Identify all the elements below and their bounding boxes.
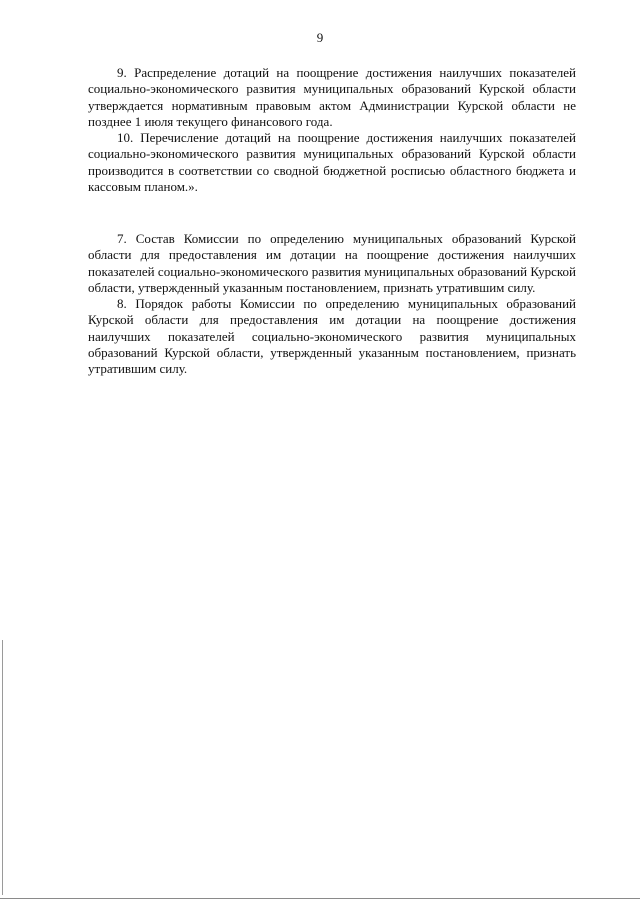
amendment-block	[88, 65, 576, 195]
scan-edge-bottom	[0, 898, 640, 899]
paragraph-item-10: 10. Перечисление дотаций на поощрение достижения наилучших показателей социально-экономического развития муниципальных образований Курской области производится в соответствии со сводной бюджетной росписью областного бюджета и кассовым планом.».	[88, 130, 576, 195]
page-number: 9	[316, 30, 324, 45]
paragraph-item-8: 8. Порядок работы Комиссии по определению муниципальных образований Курской области для предоставления им дотации на поощрение достижения наилучших показателей социально-экономического развития муниципальных образований Курской области, утвержденный указанным постановлением, признать утратившим силу.	[88, 296, 576, 377]
scan-edge-left	[2, 640, 3, 895]
repeal-block	[88, 231, 576, 378]
paragraph-item-9: 9. Распределение дотаций на поощрение достижения наилучших показателей социально-экономического развития муниципальных образований Курской области утверждается нормативным правовым актом Администрации Курской области не позднее 1 июля текущего финансового года.	[88, 65, 576, 129]
paragraph-item-7: 7. Состав Комиссии по определению муниципальных образований Курской области для предоставления им дотации на поощрение достижения наилучших показателей социально-экономического развития муниципальных образований Курской области, утвержденный указанным постановлением, признать утратившим силу.	[88, 231, 576, 295]
